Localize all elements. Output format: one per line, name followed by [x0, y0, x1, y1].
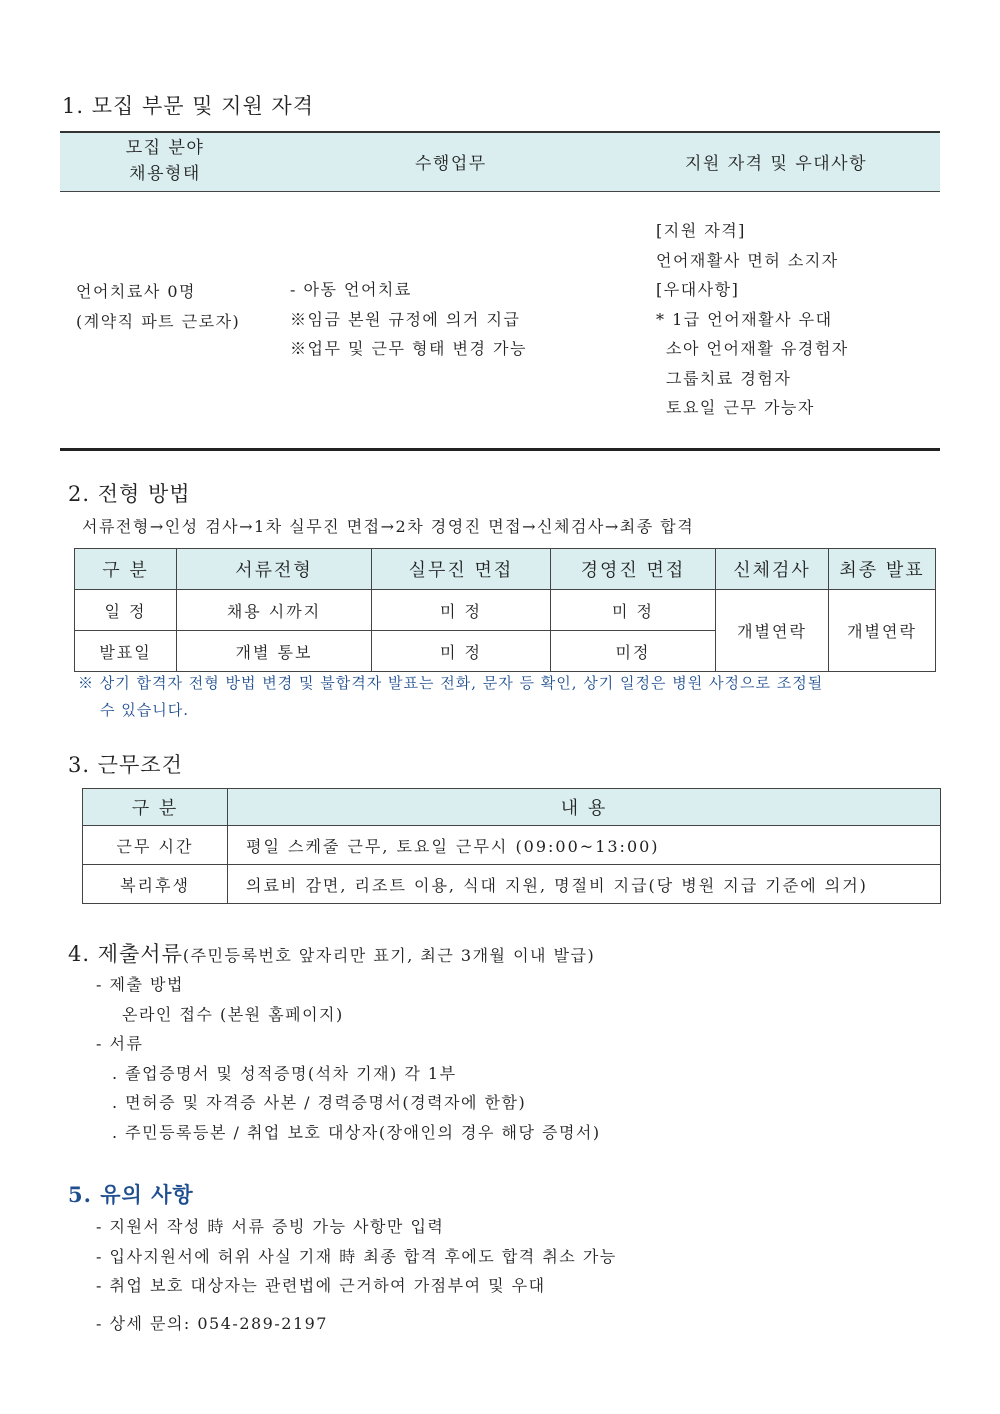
header-field-line1: 모집 분야 — [125, 138, 205, 158]
section4-heading — [68, 938, 595, 968]
docs-label: - 서류 — [96, 1034, 144, 1053]
cell-physical: 개별연락 — [716, 590, 829, 672]
duty-item: ※임금 본원 규정에 의거 지급 — [290, 309, 521, 329]
col-staff-interview: 실무진 면접 — [372, 549, 551, 590]
section2-title: 2. 전형 방법 — [68, 482, 191, 506]
cell-exec-interview: 미 정 — [551, 590, 716, 631]
notice-item: - 취업 보호 대상자는 관련법에 근거하여 가점부여 및 우대 — [96, 1276, 546, 1295]
section1-title: 1. 모집 부문 및 지원 자격 — [62, 94, 314, 118]
table-row — [83, 865, 941, 904]
col-final: 최종 발표 — [829, 549, 936, 590]
qual-item: [우대사항] — [656, 280, 740, 299]
row-content: 의료비 감면, 리조트 이용, 식대 지원, 명절비 지급(당 병원 지급 기준에 의거) — [228, 865, 941, 904]
notice-item: - 지원서 작성 時 서류 증빙 가능 사항만 입력 — [96, 1217, 445, 1236]
row-label: 일 정 — [75, 590, 177, 631]
note-line: ※ 상기 합격자 전형 방법 변경 및 불합격자 발표는 전화, 문자 등 확인, 상기 일정은 병원 사정으로 조정될 — [78, 674, 824, 692]
cell-staff-interview: 미 정 — [372, 590, 551, 631]
header-duties: 수행업무 — [415, 154, 487, 174]
col-exec-interview: 경영진 면접 — [551, 549, 716, 590]
cell-document: 개별 통보 — [177, 631, 372, 672]
table-row — [75, 590, 936, 631]
section3-title: 3. 근무조건 — [68, 753, 183, 777]
section5-body — [96, 1212, 617, 1338]
qualifications-cell — [656, 216, 849, 423]
cell-final: 개별연락 — [829, 590, 936, 672]
row-content: 평일 스케줄 근무, 토요일 근무시 (09:00~13:00) — [228, 826, 941, 865]
header-qualifications: 지원 자격 및 우대사항 — [685, 154, 868, 174]
col-content: 내 용 — [228, 789, 941, 826]
header-field-line2: 채용형태 — [129, 164, 201, 184]
qual-item: 소아 언어재활 유경험자 — [666, 339, 849, 358]
duty-item: ※업무 및 근무 형태 변경 가능 — [290, 339, 527, 358]
contact-info: - 상세 문의: 054-289-2197 — [96, 1313, 328, 1333]
selection-note — [78, 670, 938, 724]
section5-title: 5. 유의 사항 — [68, 1182, 194, 1207]
qual-item: 토요일 근무 가능자 — [666, 398, 815, 417]
row-label: 발표일 — [75, 631, 177, 672]
table-row — [83, 826, 941, 865]
notice-item: - 입사지원서에 허위 사실 기재 時 최종 합격 후에도 합격 취소 가능 — [96, 1246, 617, 1266]
row-label: 근무 시간 — [83, 826, 228, 865]
selection-header-row — [75, 549, 936, 590]
duties-cell — [290, 275, 527, 364]
row-label: 복리후생 — [83, 865, 228, 904]
qual-item: 언어재활사 면허 소지자 — [656, 250, 839, 270]
doc-item: . 면허증 및 자격증 사본 / 경력증명서(경력자에 한함) — [112, 1093, 527, 1112]
section4-body — [96, 970, 601, 1147]
position-name: 언어치료사 0명 — [76, 282, 197, 301]
col-category: 구 분 — [83, 789, 228, 826]
cell-staff-interview: 미 정 — [372, 631, 551, 672]
section4-title: 4. 제출서류 — [68, 942, 183, 966]
col-physical: 신체검사 — [716, 549, 829, 590]
qual-item: * 1급 언어재활사 우대 — [656, 309, 833, 329]
qual-item: [지원 자격] — [656, 221, 746, 240]
selection-process: 서류전형→인성 검사→1차 실무진 면접→2차 경영진 면접→신체검사→최종 합격 — [82, 517, 695, 536]
header-field — [120, 135, 210, 187]
section4-title-note: (주민등록번호 앞자리만 표기, 최근 3개월 이내 발급) — [182, 946, 596, 965]
conditions-table — [82, 788, 941, 904]
doc-item: . 주민등록등본 / 취업 보호 대상자(장애인의 경우 해당 증명서) — [112, 1122, 601, 1142]
section1-table — [60, 131, 940, 451]
duty-item: - 아동 언어치료 — [290, 280, 412, 299]
col-category: 구 분 — [75, 549, 177, 590]
note-line: 수 있습니다. — [100, 701, 189, 719]
selection-table — [74, 548, 936, 672]
method-label: - 제출 방법 — [96, 975, 184, 994]
doc-item: . 졸업증명서 및 성적증명(석차 기재) 각 1부 — [112, 1063, 457, 1083]
cell-exec-interview: 미정 — [551, 631, 716, 672]
conditions-header-row — [83, 789, 941, 826]
position-cell — [76, 277, 240, 336]
cell-document: 채용 시까지 — [177, 590, 372, 631]
col-document: 서류전형 — [177, 549, 372, 590]
method-value: 온라인 접수 (본원 홈페이지) — [122, 1004, 344, 1024]
employment-type: (계약직 파트 근로자) — [76, 311, 241, 331]
qual-item: 그룹치료 경험자 — [666, 368, 792, 388]
